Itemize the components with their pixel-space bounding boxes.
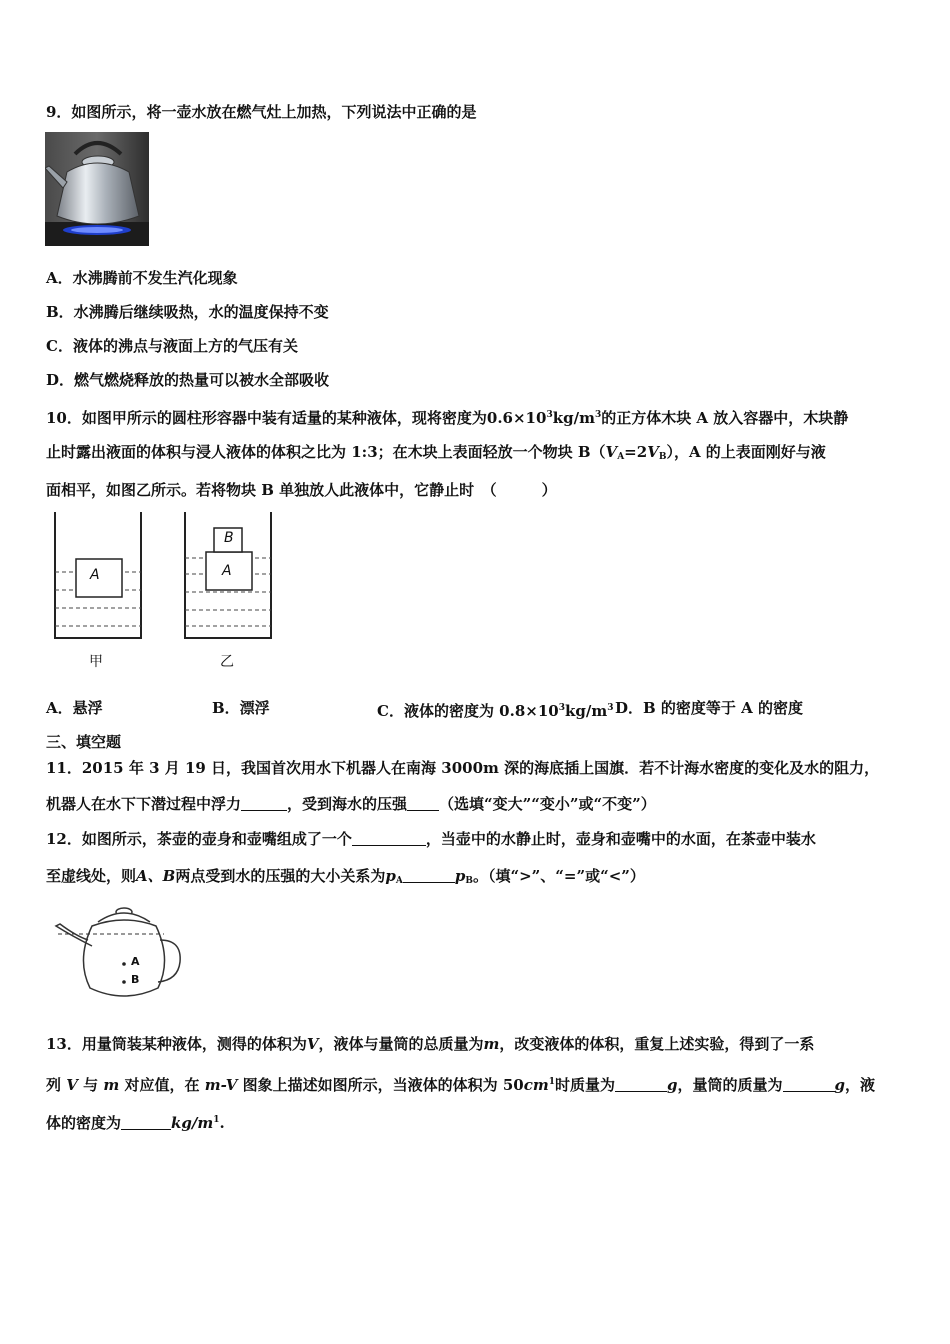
kettle-photo-icon: [45, 132, 149, 246]
fig-yi-block-b-label: B: [224, 530, 234, 546]
q13-blank-1[interactable]: [615, 1077, 667, 1092]
q11-line-1: 11．2015 年 3 月 19 日，我国首次用水下机器人在南海 3000m 深的海底插上国旗．若不计海水密度的变化及水的阻力，: [46, 759, 880, 777]
q9-stem: 9．如图所示，将一壶水放在燃气灶上加热，下列说法中正确的是: [46, 103, 477, 121]
q10-option-a: A．悬浮: [46, 699, 103, 717]
q13-line-3: 体的密度为 $kg/m^1$.: [46, 1114, 225, 1132]
teapot-icon: [52, 900, 186, 1008]
q13-line-1: 13．用量筒装某种液体，测得的体积为V，液体与量筒的总质量为m，改变液体的体积，重复上述实验，得到了一系: [46, 1035, 815, 1053]
q12-blank-2[interactable]: [403, 868, 455, 883]
q9-option-b: B．水沸腾后继续吸热，水的温度保持不变: [46, 303, 329, 321]
q10-option-c: C．液体的密度为 $0.8\times 10^3kg/m^3$: [377, 702, 614, 720]
q10-line-3: 面相平，如图乙所示。若将物块 B 单独放人此液体中，它静止时 （ ）: [46, 481, 557, 499]
q11-blank-1[interactable]: [241, 796, 287, 811]
q12-blank-1[interactable]: [352, 831, 426, 846]
q13-line-2: 列 V 与 m 对应值，在 m-V 图象上描述如图所示，当液体的体积为 $50cm^1$时质量为 g，量筒的质量为 g，液: [46, 1076, 876, 1094]
q11-line-2: 机器人在水下下潜过程中浮力 ，受到海水的压强 （选填“变大”“变小”或“不变”）: [46, 795, 656, 813]
fig-yi-label: 乙: [220, 654, 234, 670]
q12-line-2: 至虚线处，则A、B两点受到水的压强的大小关系为$p_A$ $p_B$。（填“>”、“=”或“<”）: [46, 867, 645, 886]
q9-option-a: A．水沸腾前不发生汽化现象: [46, 269, 238, 287]
fig-jia-label: 甲: [89, 654, 103, 670]
fig-yi-block-a-label: A: [222, 563, 232, 579]
q10-line-2: 止时露出液面的体积与浸人液体的体积之比为 1:3；在木块上表面轻放一个物块 $B(V_A=2V_B)$，A 的上表面刚好与液: [46, 443, 826, 462]
fig-jia-block-a-label: A: [90, 567, 100, 583]
container-diagram-jia: [50, 512, 150, 642]
q10-line-1: 10．如图甲所示的圆柱形容器中装有适量的某种液体，现将密度为$0.6\times 10^3kg/m^3$的正方体木块 A 放入容器中，木块静: [46, 409, 849, 427]
q12-line-1: 12．如图所示，茶壶的壶身和壶嘴组成了一个 ，当壶中的水静止时，壶身和壶嘴中的水面，在茶壶中装水: [46, 830, 816, 848]
q11-blank-2[interactable]: [407, 796, 439, 811]
q13-blank-3[interactable]: [121, 1115, 171, 1130]
q13-blank-2[interactable]: [783, 1077, 835, 1092]
teapot-point-a-label: A: [131, 955, 140, 968]
section-title: 三、填空题: [46, 733, 122, 751]
q9-option-d: D．燃气燃烧释放的热量可以被水全部吸收: [46, 371, 330, 389]
q9-option-c: C．液体的沸点与液面上方的气压有关: [46, 337, 298, 355]
teapot-point-b-label: B: [131, 973, 140, 986]
q10-option-b: B．漂浮: [212, 699, 270, 717]
q10-option-d: D．B 的密度等于 A 的密度: [615, 699, 803, 717]
